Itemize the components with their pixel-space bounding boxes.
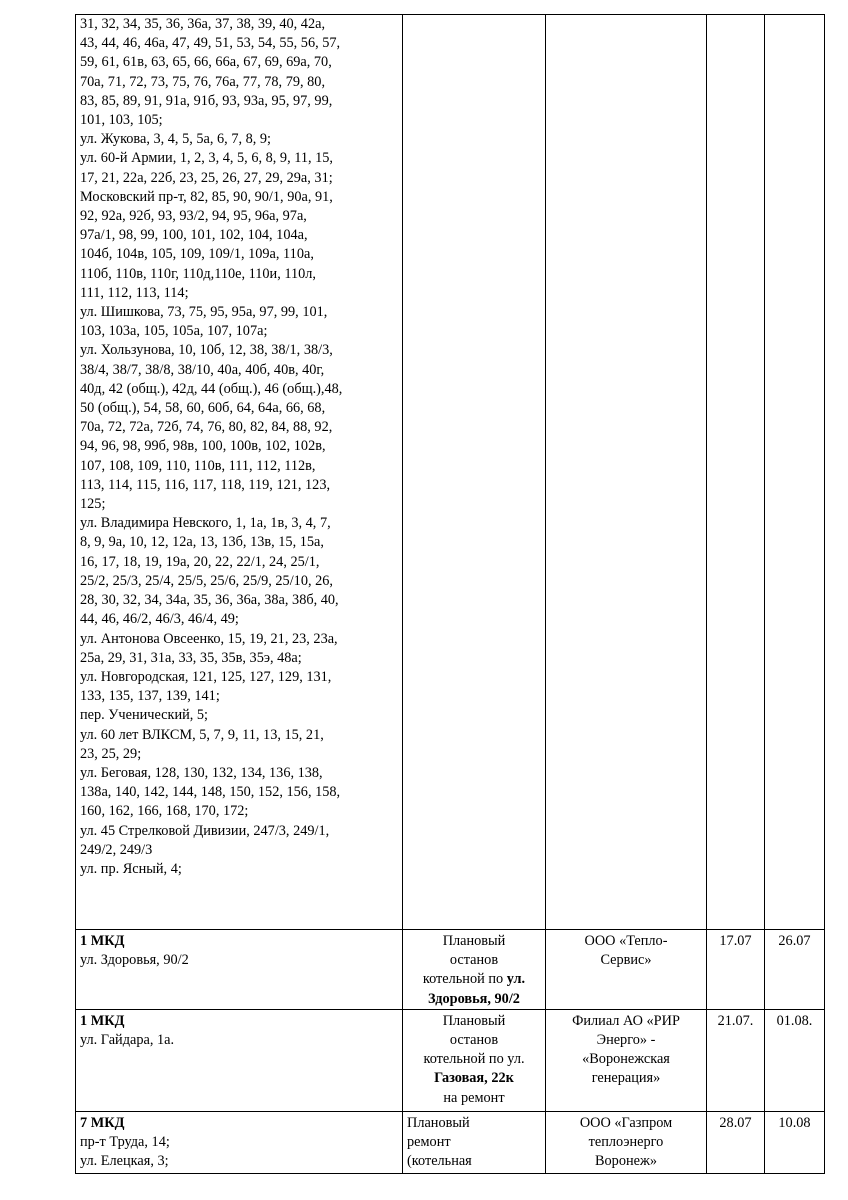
address-line: ул. Новгородская, 121, 125, 127, 129, 131, [80, 668, 332, 685]
address-line: 101, 103, 105; [80, 112, 163, 129]
building-count: 7 МКД [80, 1114, 125, 1131]
address-line: 125; [80, 496, 106, 513]
reason-line: ремонт [407, 1134, 451, 1151]
address-line: ул. 60-й Армии, 1, 2, 3, 4, 5, 6, 8, 9, 11, 15, [80, 150, 334, 167]
address-list [80, 15, 398, 879]
address-line: 249/2, 249/3 [80, 841, 153, 858]
address-line: 92, 92а, 92б, 93, 93/2, 94, 95, 96а, 97а, [80, 208, 307, 225]
address-line: 113, 114, 115, 116, 117, 118, 119, 121, 123, [80, 476, 331, 493]
table-row [76, 1111, 825, 1173]
reason-bold-inline: ул. [506, 971, 526, 988]
organization-cell [546, 15, 707, 930]
organization-cell [546, 1009, 707, 1111]
address-line: 31, 32, 34, 35, 36, 36а, 37, 38, 39, 40, 42а, [80, 16, 326, 32]
reason-cell [403, 1111, 546, 1173]
address-line: 25/2, 25/3, 25/4, 25/5, 25/6, 25/9, 25/10, 26, [80, 572, 333, 589]
address-line: 70а, 71, 72, 73, 75, 76, 76а, 77, 78, 79, 80, [80, 73, 326, 90]
address-line: 40д, 42 (общ.), 42д, 44 (общ.), 46 (общ.),48, [80, 380, 343, 397]
address-line: 110б, 110в, 110г, 110д,110е, 110и, 110л, [80, 265, 316, 282]
table-row [76, 15, 825, 930]
address-line: 133, 135, 137, 139, 141; [80, 688, 220, 705]
address-line: 8, 9, 9а, 10, 12, 12а, 13, 13б, 13в, 15, 15а, [80, 534, 324, 551]
building-count: 1 МКД [80, 1012, 125, 1029]
reason-line: котельной по ул. [423, 1051, 525, 1068]
reason-line: Плановый [407, 1114, 470, 1131]
address-line: ул. 45 Стрелковой Дивизии, 247/3, 249/1, [80, 822, 330, 839]
address-cell [76, 1111, 403, 1173]
end-date: 26.07 [765, 930, 825, 1010]
end-date: 01.08. [765, 1009, 825, 1111]
org-line: ООО «Газпром [579, 1114, 673, 1131]
address-line: 23, 25, 29; [80, 745, 142, 762]
org-line: генерация» [591, 1070, 661, 1087]
end-date-cell [765, 15, 825, 930]
address-line: 25а, 29, 31, 31а, 33, 35, 35в, 35э, 48а; [80, 649, 302, 666]
address-line: ул. пр. Ясный, 4; [80, 860, 182, 877]
reason-line: Плановый [442, 933, 506, 949]
address-line: 43, 44, 46, 46а, 47, 49, 51, 53, 54, 55, 56, 57, [80, 35, 341, 52]
org-line: Энерго» - [596, 1032, 656, 1049]
address-line: Московский пр-т, 82, 85, 90, 90/1, 90а, 91, [80, 188, 333, 205]
building-count: 1 МКД [80, 933, 125, 949]
reason-line: останов [449, 1032, 499, 1049]
reason-cell [403, 930, 546, 1010]
org-line: «Воронежская [582, 1051, 670, 1068]
address-line: 103, 103а, 105, 105а, 107, 107а; [80, 323, 268, 340]
address-text: ул. Елецкая, 3; [80, 1153, 169, 1170]
address-line: 83, 85, 89, 91, 91а, 91б, 93, 93а, 95, 97, 99, [80, 92, 333, 109]
address-line: пер. Ученический, 5; [80, 707, 209, 724]
reason-line: останов [449, 952, 499, 969]
address-text: ул. Здоровья, 90/2 [80, 952, 189, 969]
address-line: 138а, 140, 142, 144, 148, 150, 152, 156, 158, [80, 784, 341, 801]
address-cell [76, 930, 403, 1010]
address-cell [76, 15, 403, 930]
address-line: 97а/1, 98, 99, 100, 101, 102, 104, 104а, [80, 227, 308, 244]
reason-bold-line: Газовая, 22к [434, 1070, 514, 1087]
address-line: 50 (общ.), 54, 58, 60, 60б, 64, 64а, 66, 68, [80, 400, 326, 417]
org-line: ООО «Тепло- [584, 933, 668, 949]
organization-cell [546, 1111, 707, 1173]
address-line: ул. Беговая, 128, 130, 132, 134, 136, 138, [80, 764, 323, 781]
address-line: 94, 96, 98, 99б, 98в, 100, 100в, 102, 102в, [80, 438, 326, 455]
address-line: ул. Антонова Овсеенко, 15, 19, 21, 23, 23а, [80, 630, 338, 647]
reason-tail: на ремонт [443, 1089, 505, 1106]
address-line: ул. Жукова, 3, 4, 5, 5а, 6, 7, 8, 9; [80, 131, 272, 148]
outage-table [75, 14, 825, 1174]
reason-cell [403, 1009, 546, 1111]
address-line: 107, 108, 109, 110, 110в, 111, 112, 112в, [80, 457, 316, 474]
organization-cell [546, 930, 707, 1010]
start-date: 21.07. [707, 1009, 765, 1111]
end-date: 10.08 [765, 1111, 825, 1173]
org-line: Сервис» [600, 952, 652, 969]
address-line: 44, 46, 46/2, 46/3, 46/4, 49; [80, 611, 239, 628]
address-line: 59, 61, 61в, 63, 65, 66, 66а, 67, 69, 69а, 70, [80, 54, 332, 71]
start-date: 17.07 [707, 930, 765, 1010]
address-text: пр-т Труда, 14; [80, 1134, 170, 1151]
start-date: 28.07 [707, 1111, 765, 1173]
address-line: ул. 60 лет ВЛКСМ, 5, 7, 9, 11, 13, 15, 21, [80, 726, 324, 743]
address-line: ул. Хользунова, 10, 10б, 12, 38, 38/1, 38/3, [80, 342, 333, 359]
address-line: ул. Шишкова, 73, 75, 95, 95а, 97, 99, 101, [80, 304, 328, 321]
org-line: Воронеж» [594, 1153, 657, 1170]
address-line: 111, 112, 113, 114; [80, 284, 189, 301]
reason-line: котельной по [422, 971, 504, 988]
org-line: теплоэнерго [588, 1134, 664, 1151]
reason-bold-line: Здоровья, 90/2 [428, 990, 520, 1007]
address-line: 28, 30, 32, 34, 34а, 35, 36, 36а, 38а, 38б, 40, [80, 592, 339, 609]
reason-line: (котельная [407, 1153, 472, 1170]
address-line: 17, 21, 22а, 22б, 23, 25, 26, 27, 29, 29а, 31; [80, 169, 333, 186]
table-row [76, 930, 825, 1010]
address-line: 104б, 104в, 105, 109, 109/1, 109а, 110а, [80, 246, 314, 263]
address-line: 16, 17, 18, 19, 19а, 20, 22, 22/1, 24, 25/1, [80, 553, 320, 570]
address-line: ул. Владимира Невского, 1, 1а, 1в, 3, 4, 7, [80, 515, 331, 532]
reason-cell [403, 15, 546, 930]
address-cell [76, 1009, 403, 1111]
address-line: 38/4, 38/7, 38/8, 38/10, 40а, 40б, 40в, 40г, [80, 361, 325, 378]
table-row [76, 1009, 825, 1111]
address-line: 70а, 72, 72а, 72б, 74, 76, 80, 82, 84, 88, 92, [80, 419, 333, 436]
org-line: Филиал АО «РИР [572, 1012, 680, 1029]
start-date-cell [707, 15, 765, 930]
address-line: 160, 162, 166, 168, 170, 172; [80, 803, 249, 820]
reason-line: Плановый [442, 1012, 506, 1029]
address-text: ул. Гайдара, 1а. [80, 1032, 175, 1049]
